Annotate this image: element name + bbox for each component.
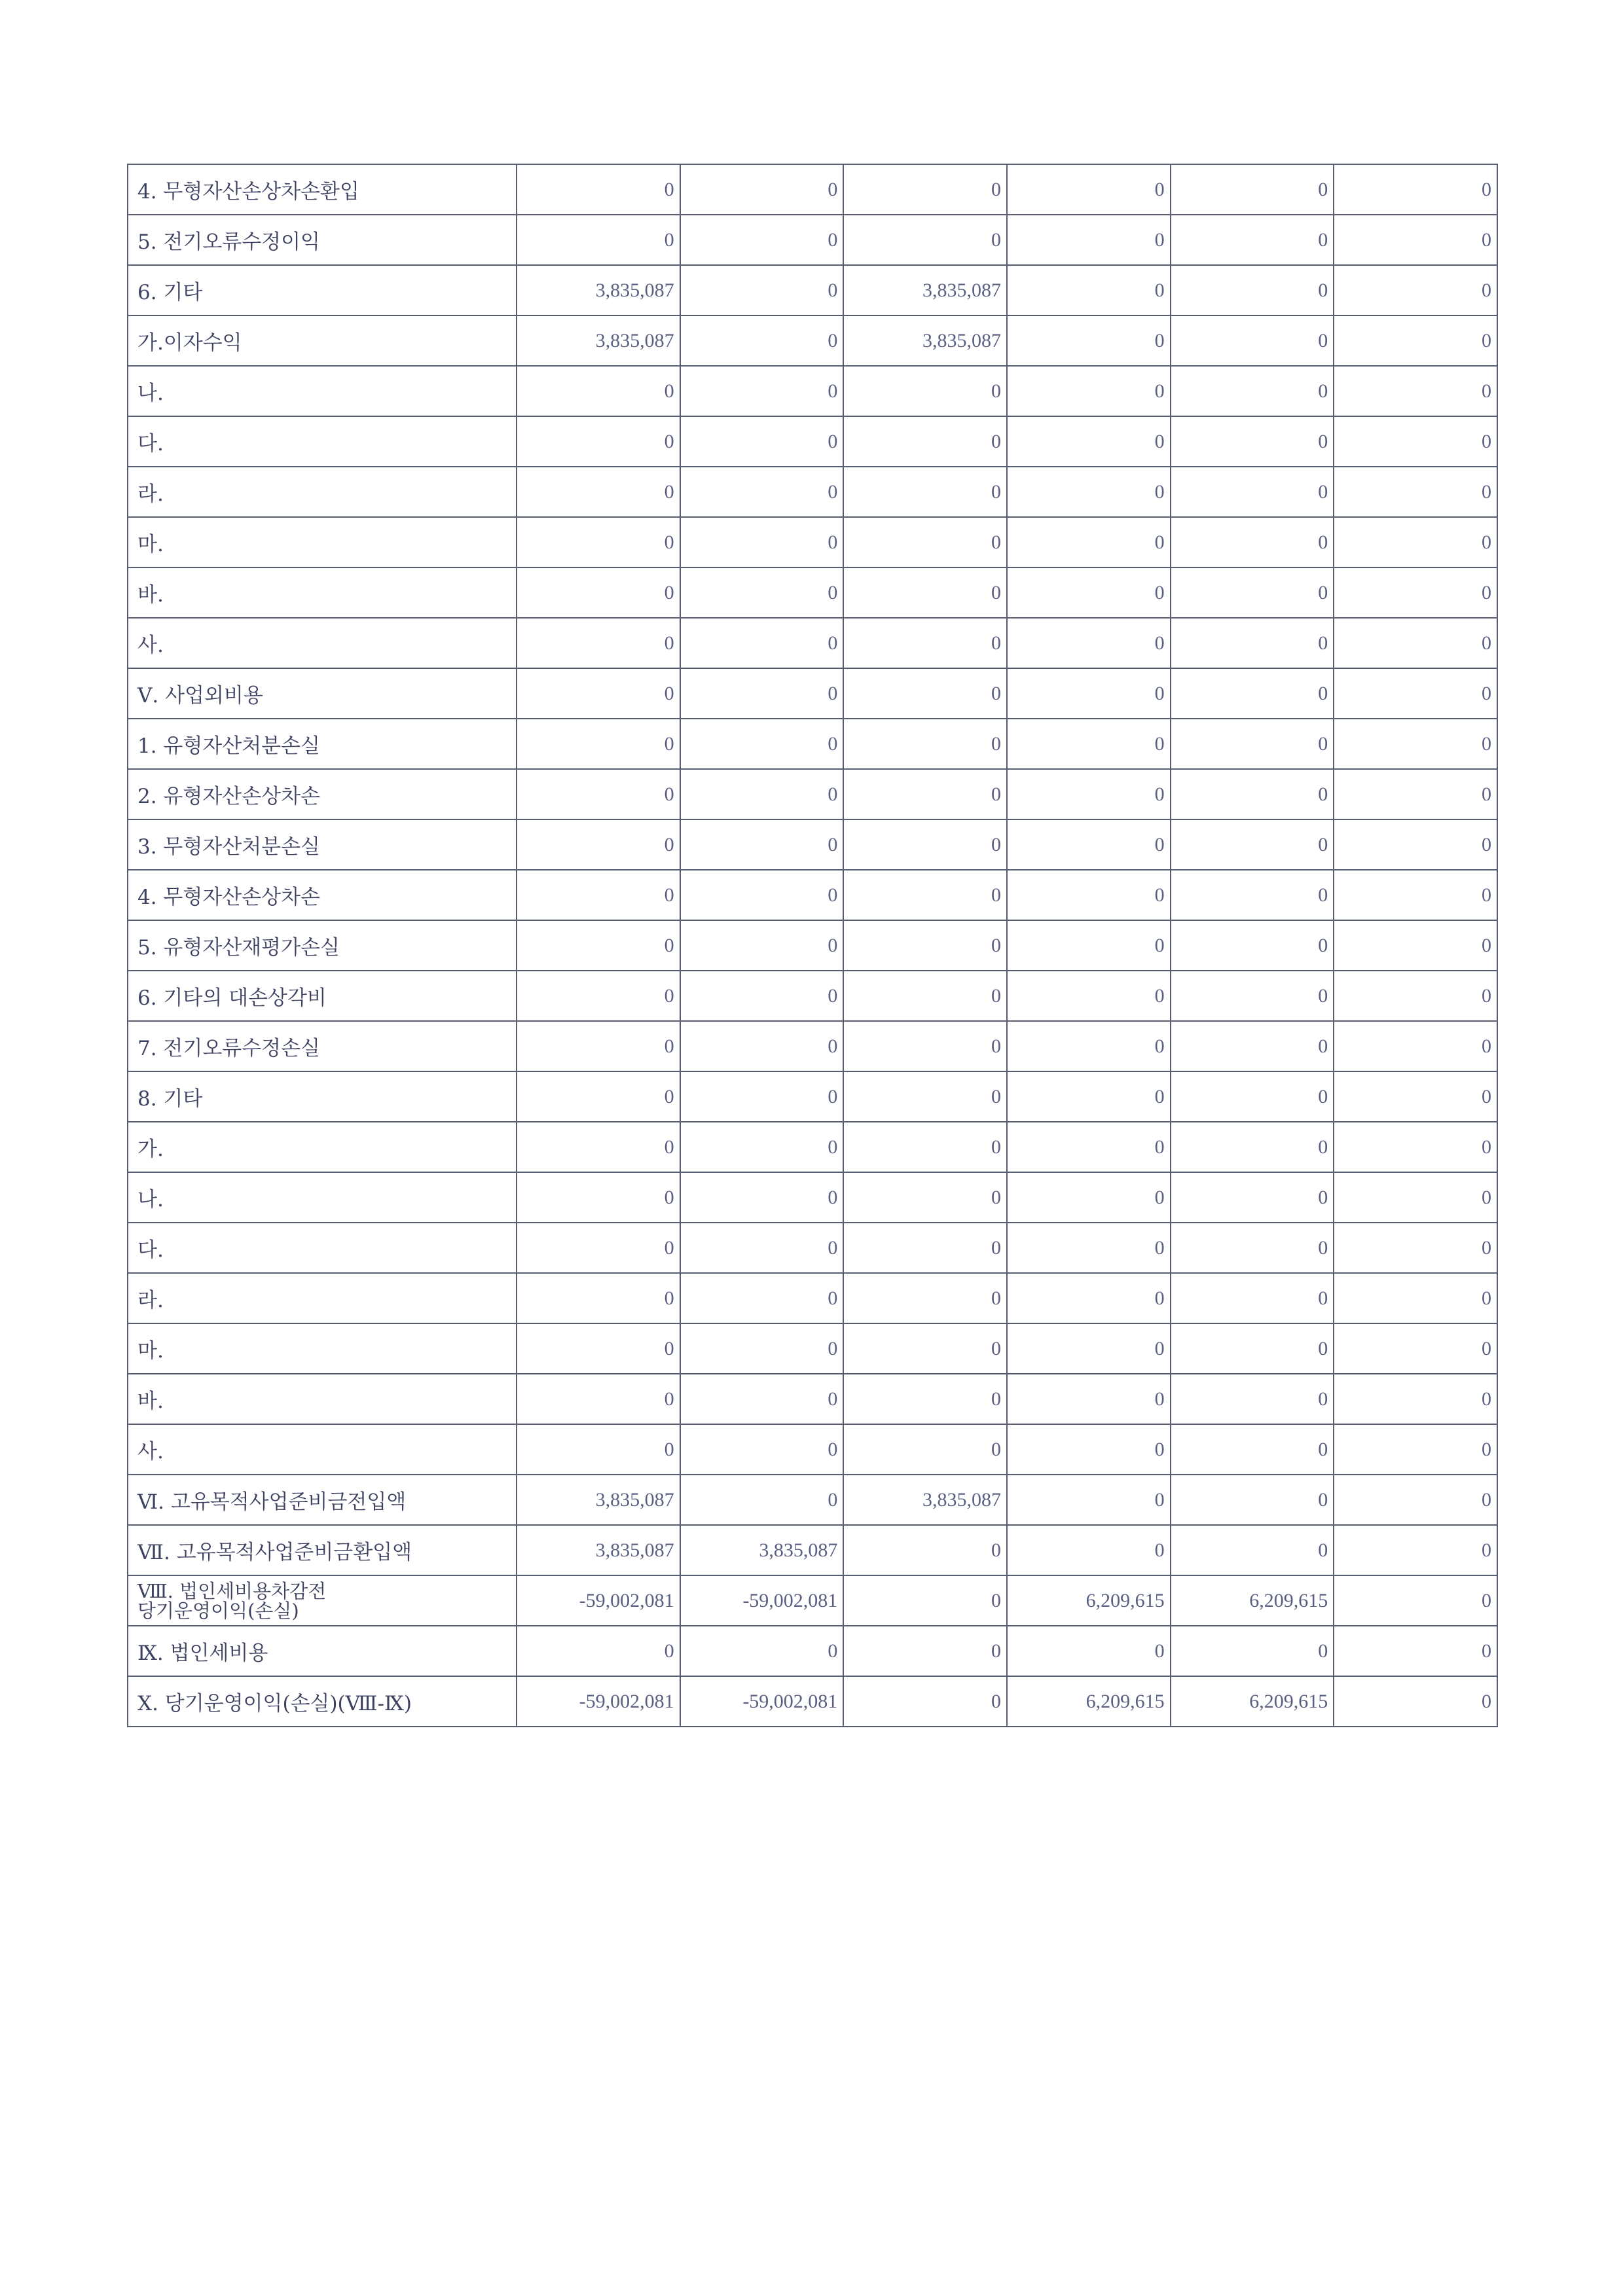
value-cell: 0 [517,1424,680,1475]
value-cell: 0 [680,416,844,467]
row-label: 바. [128,567,517,618]
value-cell: 0 [1171,1021,1334,1071]
value-cell: 0 [1334,1424,1497,1475]
value-cell: 0 [1171,1172,1334,1223]
value-cell: 0 [1334,315,1497,366]
table-row [128,819,1497,870]
value-cell: 0 [1334,1021,1497,1071]
value-cell: 0 [1007,416,1171,467]
value-cell: 0 [1007,769,1171,819]
value-cell: 0 [680,1223,844,1273]
value-cell: 0 [680,567,844,618]
value-cell: 0 [843,1021,1007,1071]
row-label: 가.이자수익 [128,315,517,366]
value-cell: -59,002,081 [680,1676,844,1727]
table-row [128,1475,1497,1525]
value-cell: 0 [517,215,680,265]
value-cell: 0 [1334,1676,1497,1727]
row-label: 5. 전기오류수정이익 [128,215,517,265]
row-label: 다. [128,416,517,467]
value-cell: 0 [1007,164,1171,215]
table-row [128,215,1497,265]
value-cell: 0 [680,1172,844,1223]
value-cell: 0 [517,971,680,1021]
value-cell: 0 [1334,819,1497,870]
value-cell: 0 [680,164,844,215]
value-cell: 0 [1007,1626,1171,1676]
value-cell: 0 [1334,920,1497,971]
table-row [128,1626,1497,1676]
value-cell: 0 [1171,1223,1334,1273]
value-cell: 0 [517,1172,680,1223]
value-cell: 0 [1171,769,1334,819]
row-label: 마. [128,517,517,567]
value-cell: 6,209,615 [1171,1575,1334,1626]
value-cell: 0 [843,1525,1007,1575]
table-row [128,416,1497,467]
value-cell: 0 [1334,971,1497,1021]
value-cell: 0 [843,467,1007,517]
value-cell: 0 [680,265,844,315]
value-cell: 0 [517,1021,680,1071]
value-cell: 0 [843,920,1007,971]
table-row [128,315,1497,366]
table-row [128,1223,1497,1273]
table-row [128,920,1497,971]
value-cell: 0 [1171,164,1334,215]
value-cell: 0 [1171,971,1334,1021]
value-cell: 0 [680,1021,844,1071]
row-label: 1. 유형자산처분손실 [128,719,517,769]
value-cell: 0 [1007,1374,1171,1424]
value-cell: 0 [1334,416,1497,467]
value-cell: 0 [1334,1626,1497,1676]
value-cell: 0 [1334,1071,1497,1122]
value-cell: 0 [1171,870,1334,920]
value-cell: 0 [1334,467,1497,517]
value-cell: 0 [680,769,844,819]
value-cell: 0 [1171,618,1334,668]
row-label: 사. [128,1424,517,1475]
table-row [128,769,1497,819]
value-cell: 6,209,615 [1007,1575,1171,1626]
row-label: Ⅶ. 고유목적사업준비금환입액 [128,1525,517,1575]
row-label: Ⅹ. 당기운영이익(손실)(Ⅷ-Ⅸ) [128,1676,517,1727]
value-cell: 0 [680,366,844,416]
table-row [128,467,1497,517]
value-cell: 0 [1171,1323,1334,1374]
value-cell: 0 [1334,1575,1497,1626]
row-label: 3. 무형자산처분손실 [128,819,517,870]
value-cell: 0 [1007,618,1171,668]
table-row [128,1424,1497,1475]
value-cell: 0 [517,467,680,517]
value-cell: -59,002,081 [680,1575,844,1626]
value-cell: 0 [680,719,844,769]
value-cell: 0 [517,819,680,870]
value-cell: 0 [1007,1172,1171,1223]
value-cell: 0 [1171,1122,1334,1172]
value-cell: 0 [843,416,1007,467]
row-label: 다. [128,1223,517,1273]
table-row [128,1676,1497,1727]
value-cell: 0 [843,215,1007,265]
value-cell: 0 [843,164,1007,215]
value-cell: 0 [1007,1424,1171,1475]
value-cell: 0 [843,1172,1007,1223]
value-cell: 0 [843,1273,1007,1323]
value-cell: 0 [1334,1223,1497,1273]
row-label: 6. 기타 [128,265,517,315]
value-cell: 0 [517,164,680,215]
value-cell: 0 [680,215,844,265]
value-cell: 0 [1007,265,1171,315]
value-cell: 0 [1007,567,1171,618]
value-cell: 0 [680,1374,844,1424]
value-cell: 0 [843,769,1007,819]
row-label: 라. [128,467,517,517]
table-row [128,1273,1497,1323]
table-row [128,1071,1497,1122]
value-cell: 0 [1171,1273,1334,1323]
value-cell: 0 [680,971,844,1021]
value-cell: 0 [843,819,1007,870]
value-cell: 0 [1171,1374,1334,1424]
row-label: 마. [128,1323,517,1374]
value-cell: 0 [1334,1374,1497,1424]
value-cell: 0 [1171,517,1334,567]
row-label-line-2: 당기운영이익(손실) [137,1599,299,1622]
value-cell: 0 [1334,1273,1497,1323]
value-cell: 0 [1171,819,1334,870]
value-cell: 0 [517,618,680,668]
value-cell: 0 [680,920,844,971]
row-label: 2. 유형자산손상차손 [128,769,517,819]
value-cell: 0 [843,1122,1007,1172]
table-row [128,1323,1497,1374]
row-label: 사. [128,618,517,668]
value-cell: 0 [1171,416,1334,467]
row-label: 라. [128,1273,517,1323]
table-body [128,164,1497,1727]
value-cell: 0 [1007,920,1171,971]
value-cell: 0 [517,1626,680,1676]
value-cell: 0 [1334,668,1497,719]
value-cell: -59,002,081 [517,1676,680,1727]
value-cell: 0 [517,567,680,618]
row-label: Ⅵ. 고유목적사업준비금전입액 [128,1475,517,1525]
value-cell: 0 [843,1676,1007,1727]
table-row [128,1525,1497,1575]
value-cell: 0 [680,315,844,366]
value-cell: 0 [843,971,1007,1021]
value-cell: 3,835,087 [517,265,680,315]
value-cell: 6,209,615 [1171,1676,1334,1727]
value-cell: 0 [680,467,844,517]
value-cell: 0 [680,1475,844,1525]
table-row [128,517,1497,567]
value-cell: 3,835,087 [517,1525,680,1575]
value-cell: 0 [1007,719,1171,769]
value-cell: 0 [1171,1071,1334,1122]
table-row [128,1021,1497,1071]
value-cell: 0 [680,819,844,870]
value-cell: 3,835,087 [843,265,1007,315]
value-cell: 3,835,087 [843,1475,1007,1525]
value-cell: 0 [1171,215,1334,265]
value-cell: 0 [1007,1021,1171,1071]
value-cell: 0 [1334,618,1497,668]
table-row [128,618,1497,668]
value-cell: 0 [1007,819,1171,870]
value-cell: 0 [843,1374,1007,1424]
value-cell: 6,209,615 [1007,1676,1171,1727]
value-cell: 0 [1007,1071,1171,1122]
value-cell: 0 [1334,567,1497,618]
value-cell: 0 [680,1323,844,1374]
value-cell: 0 [1171,315,1334,366]
table-row [128,668,1497,719]
value-cell: 0 [1334,719,1497,769]
value-cell: 0 [1007,1323,1171,1374]
value-cell: 0 [680,1071,844,1122]
value-cell: 0 [517,719,680,769]
value-cell: 0 [517,1273,680,1323]
value-cell: 0 [1007,1475,1171,1525]
value-cell: 0 [843,870,1007,920]
value-cell: 0 [680,1424,844,1475]
table-row [128,1575,1497,1626]
value-cell: 0 [843,1323,1007,1374]
value-cell: 0 [1334,1525,1497,1575]
value-cell: 0 [1334,164,1497,215]
value-cell: 0 [843,1223,1007,1273]
value-cell: 0 [843,1424,1007,1475]
table-row [128,1374,1497,1424]
table-row [128,971,1497,1021]
value-cell: 0 [517,1223,680,1273]
value-cell: 0 [517,1071,680,1122]
value-cell: 3,835,087 [517,315,680,366]
value-cell: 0 [843,366,1007,416]
value-cell: 0 [1334,1323,1497,1374]
value-cell: 0 [1171,467,1334,517]
value-cell: 0 [843,567,1007,618]
row-label [128,1575,517,1626]
value-cell: 0 [1007,215,1171,265]
value-cell: 0 [1171,668,1334,719]
value-cell: 0 [517,1323,680,1374]
value-cell: 0 [517,920,680,971]
value-cell: 0 [1007,315,1171,366]
value-cell: 0 [1171,1424,1334,1475]
value-cell: 0 [1171,719,1334,769]
value-cell: 0 [1007,517,1171,567]
table-row [128,719,1497,769]
row-label: 나. [128,366,517,416]
value-cell: 0 [517,517,680,567]
value-cell: 0 [1171,920,1334,971]
row-label: Ⅸ. 법인세비용 [128,1626,517,1676]
row-label: 6. 기타의 대손상각비 [128,971,517,1021]
value-cell: 0 [1171,567,1334,618]
table-row [128,1122,1497,1172]
value-cell: 0 [1007,971,1171,1021]
value-cell: 0 [1007,1525,1171,1575]
table-row [128,870,1497,920]
value-cell: 0 [1334,1122,1497,1172]
value-cell: 0 [843,517,1007,567]
value-cell: 0 [517,1122,680,1172]
value-cell: 0 [843,1575,1007,1626]
value-cell: 0 [843,1626,1007,1676]
row-label: 4. 무형자산손상차손 [128,870,517,920]
table-row [128,567,1497,618]
value-cell: 0 [1171,1475,1334,1525]
table-row [128,366,1497,416]
value-cell: 3,835,087 [517,1475,680,1525]
value-cell: 0 [517,416,680,467]
value-cell: 0 [1007,467,1171,517]
value-cell: 0 [843,618,1007,668]
value-cell: 0 [680,668,844,719]
value-cell: 0 [843,1071,1007,1122]
value-cell: 0 [1334,769,1497,819]
value-cell: 0 [843,719,1007,769]
value-cell: 3,835,087 [680,1525,844,1575]
value-cell: 3,835,087 [843,315,1007,366]
value-cell: 0 [1171,265,1334,315]
value-cell: 0 [680,517,844,567]
row-label: 가. [128,1122,517,1172]
value-cell: 0 [1334,1172,1497,1223]
value-cell: 0 [1334,1475,1497,1525]
value-cell: 0 [1334,366,1497,416]
value-cell: -59,002,081 [517,1575,680,1626]
financial-statement-table [127,164,1498,1727]
value-cell: 0 [680,1626,844,1676]
value-cell: 0 [1007,1273,1171,1323]
value-cell: 0 [517,870,680,920]
value-cell: 0 [680,618,844,668]
table-row [128,265,1497,315]
value-cell: 0 [1007,668,1171,719]
value-cell: 0 [1007,1223,1171,1273]
value-cell: 0 [1007,366,1171,416]
value-cell: 0 [1334,215,1497,265]
value-cell: 0 [1171,1626,1334,1676]
value-cell: 0 [843,668,1007,719]
value-cell: 0 [517,1374,680,1424]
value-cell: 0 [1171,1525,1334,1575]
row-label: 바. [128,1374,517,1424]
value-cell: 0 [680,1122,844,1172]
table-row [128,164,1497,215]
table-row [128,1172,1497,1223]
value-cell: 0 [1007,870,1171,920]
value-cell: 0 [1171,366,1334,416]
value-cell: 0 [1334,870,1497,920]
value-cell: 0 [1334,517,1497,567]
value-cell: 0 [680,870,844,920]
row-label: Ⅴ. 사업외비용 [128,668,517,719]
row-label: 5. 유형자산재평가손실 [128,920,517,971]
value-cell: 0 [1007,1122,1171,1172]
row-label: 나. [128,1172,517,1223]
value-cell: 0 [1334,265,1497,315]
value-cell: 0 [517,769,680,819]
value-cell: 0 [680,1273,844,1323]
value-cell: 0 [517,366,680,416]
row-label: 4. 무형자산손상차손환입 [128,164,517,215]
value-cell: 0 [517,668,680,719]
row-label: 7. 전기오류수정손실 [128,1021,517,1071]
row-label-line-1: Ⅷ. 법인세비용차감전 [137,1579,327,1602]
row-label: 8. 기타 [128,1071,517,1122]
